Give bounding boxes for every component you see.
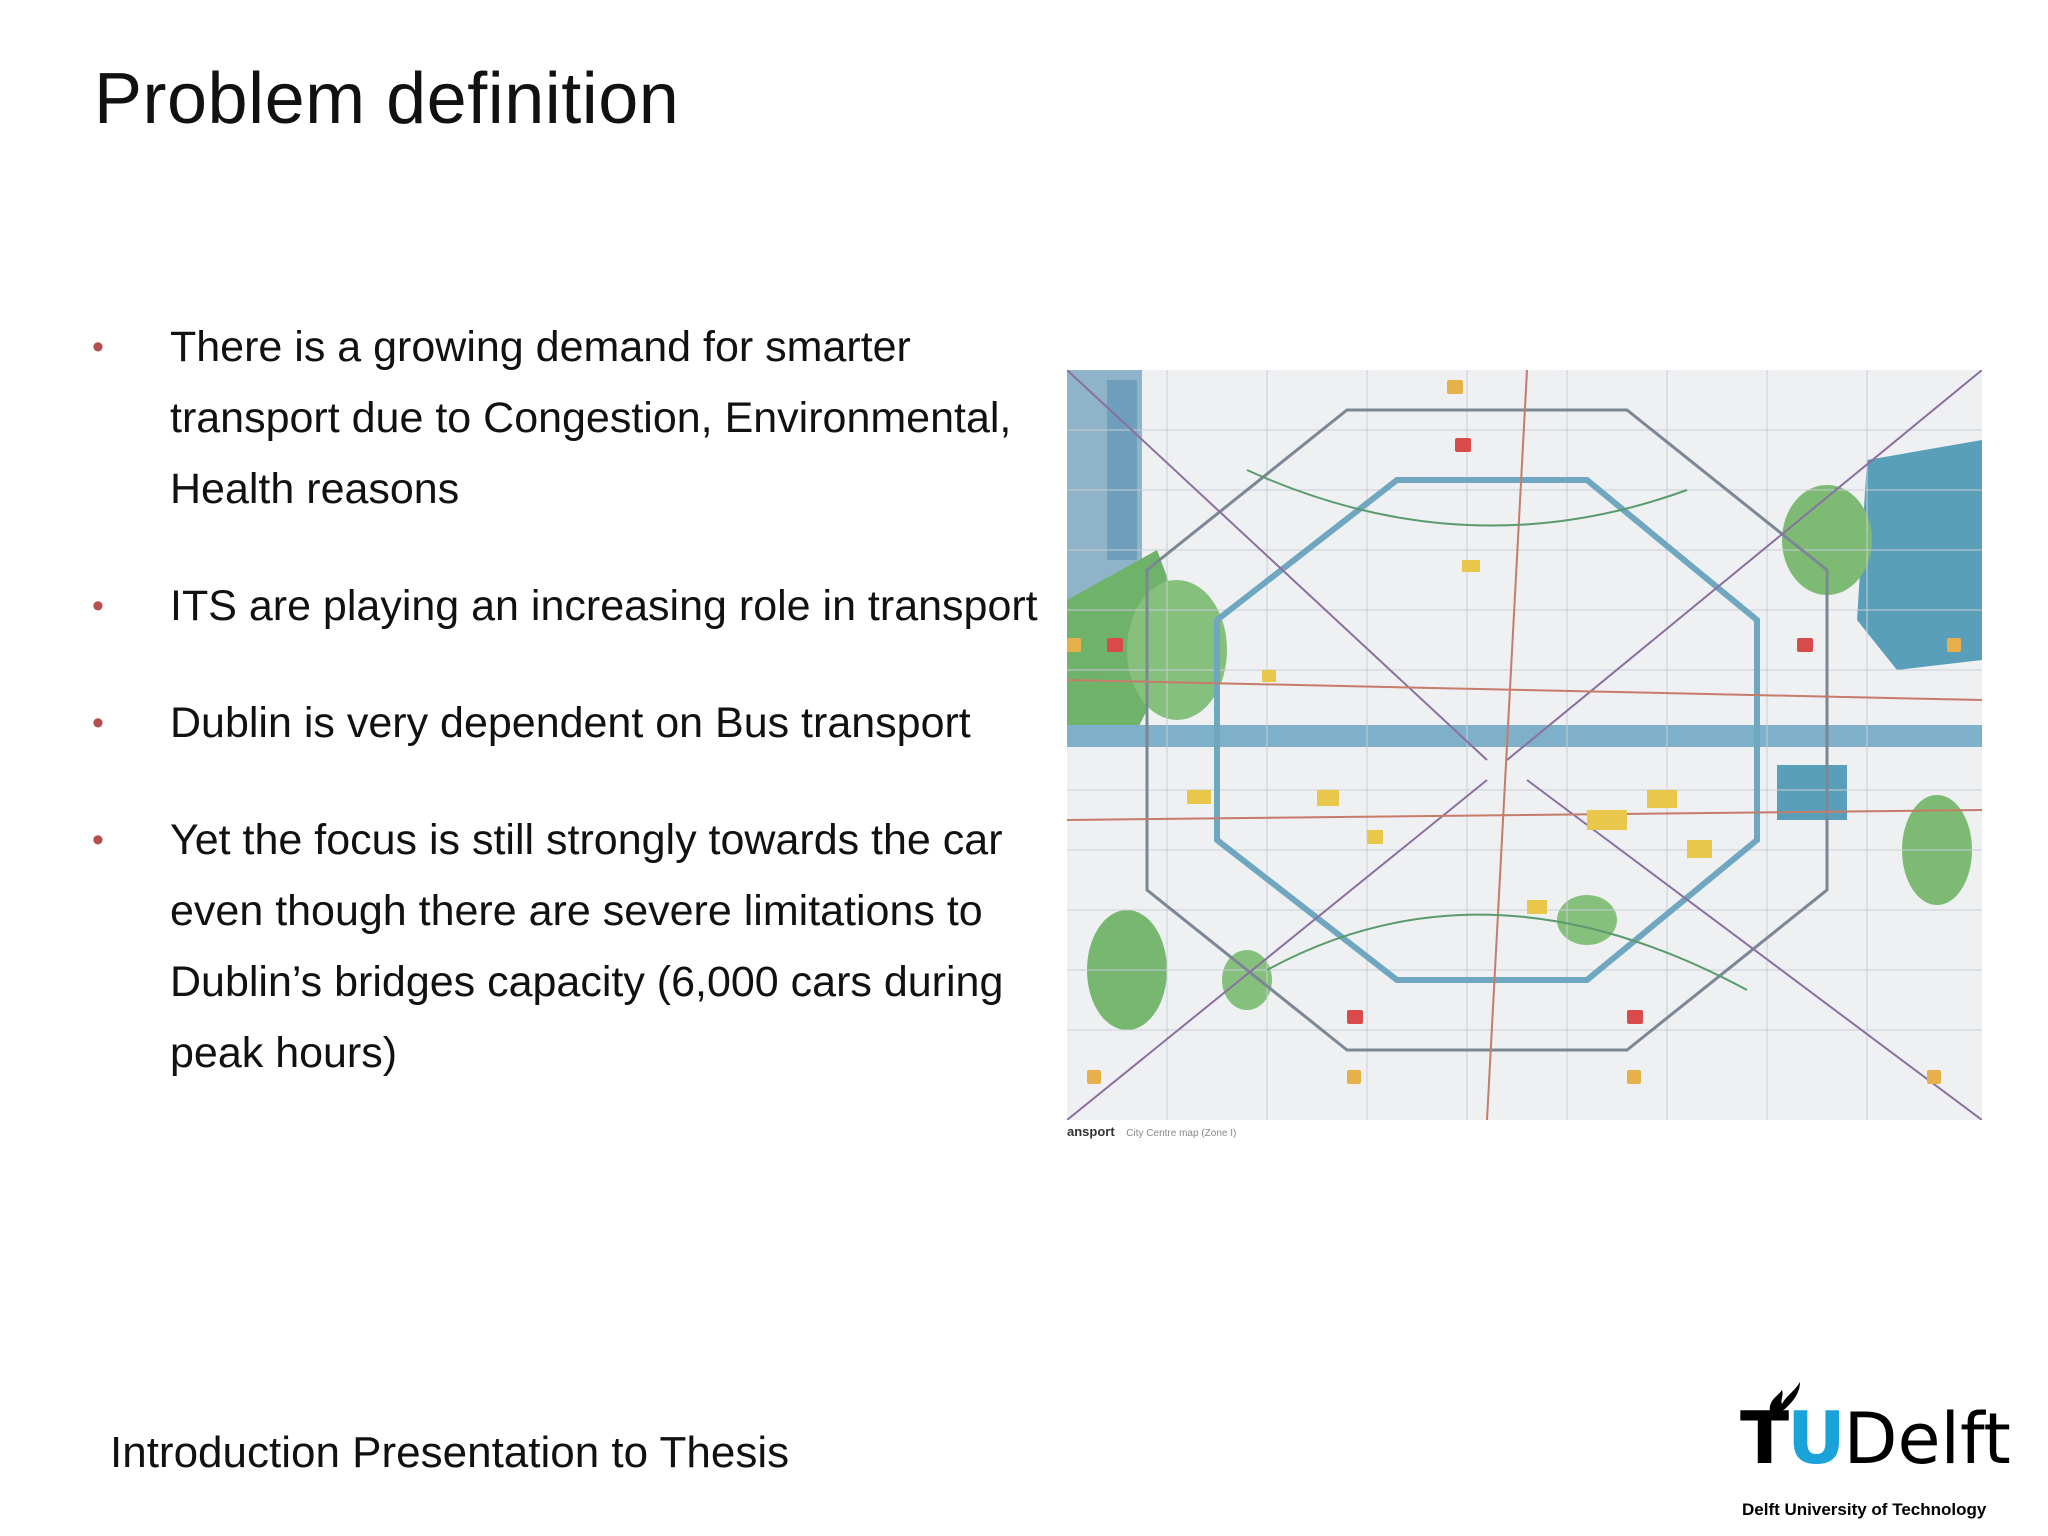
- bullet-item: [92, 312, 1072, 525]
- map-illustration: [1067, 370, 1982, 1120]
- bullet-text: There is a growing demand for smarter transport due to Congestion, Environmental, Health reasons: [170, 323, 1012, 513]
- bullet-item: [92, 688, 1072, 759]
- logo-tagline: Delft University of Technology: [1742, 1500, 1987, 1519]
- tu-delft-wordmark: [1740, 1396, 2011, 1480]
- logo-u: U: [1787, 1396, 1844, 1480]
- bullet-text: Yet the focus is still strongly towards the car even though there are severe limitations to Dublin’s bridges capacity (6,000 cars during peak hours): [170, 816, 1004, 1077]
- bullet-dot-icon: •: [92, 587, 104, 625]
- dublin-city-map-image: [1067, 370, 1982, 1120]
- footer-text: Introduction Presentation to Thesis: [110, 1428, 790, 1477]
- bullet-list: [92, 312, 1072, 1135]
- logo-delft: Delft: [1843, 1398, 2011, 1480]
- map-caption: [1067, 1124, 1447, 1146]
- bullet-dot-icon: •: [92, 704, 104, 742]
- slide-title: Problem definition: [94, 59, 680, 139]
- map-caption-title: ansport: [1067, 1124, 1115, 1139]
- map-caption-subtitle: City Centre map (Zone I): [1126, 1128, 1237, 1139]
- logo-t: T: [1740, 1396, 1788, 1480]
- bullet-item: [92, 571, 1072, 642]
- bullet-text: Dublin is very dependent on Bus transport: [170, 699, 971, 747]
- tu-delft-logo: [1740, 1382, 2020, 1522]
- bullet-item: [92, 805, 1072, 1089]
- bullet-dot-icon: •: [92, 821, 104, 859]
- bullet-text: ITS are playing an increasing role in transport: [170, 582, 1038, 630]
- bullet-dot-icon: •: [92, 328, 104, 366]
